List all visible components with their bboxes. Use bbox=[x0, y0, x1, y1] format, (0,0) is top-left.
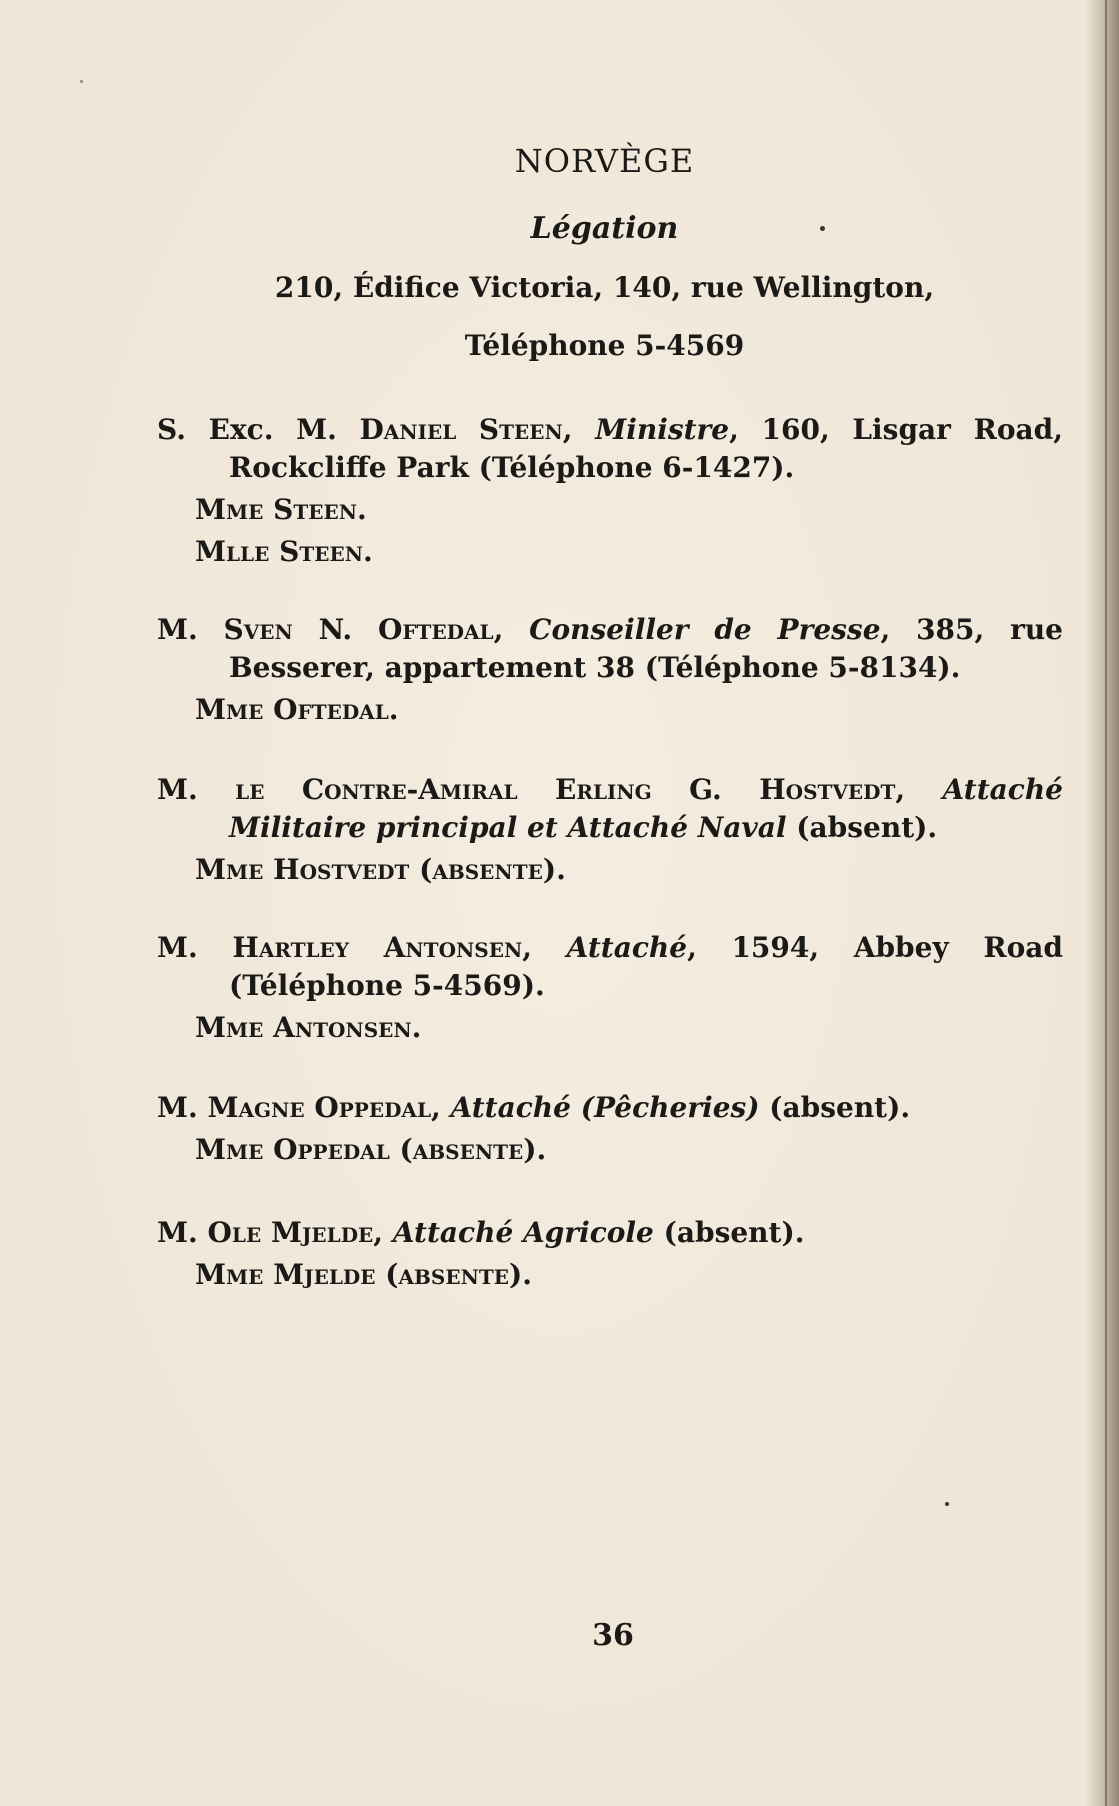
entry-continuation: (Téléphone 5-4569). bbox=[229, 969, 545, 1002]
page-number: 36 bbox=[592, 1618, 634, 1653]
address-part: , 1594, Abbey Road bbox=[687, 931, 1063, 964]
honorific: M. bbox=[157, 613, 224, 646]
entry-first-line bbox=[157, 611, 1063, 649]
separator: , bbox=[522, 931, 567, 964]
entry-first-line bbox=[157, 1214, 1063, 1252]
diplomat-entry bbox=[157, 1214, 1063, 1294]
address-part: , 160, Lisgar Road, bbox=[729, 413, 1063, 446]
position-title: Militaire principal et Attaché Naval bbox=[229, 811, 787, 844]
status-note: (absent). bbox=[786, 811, 938, 844]
entry-first-line bbox=[157, 1089, 1063, 1127]
position-title: Attaché Agricole bbox=[392, 1216, 654, 1249]
spouse-line: Mme Hostvedt (absente). bbox=[195, 853, 566, 886]
diplomat-entry bbox=[157, 411, 1063, 571]
status-note: (absent). bbox=[759, 1091, 911, 1124]
person-name: Magne Oppedal bbox=[207, 1091, 432, 1124]
person-name: le Contre-Amiral Erling G. Hostvedt bbox=[235, 773, 896, 806]
person-name: Ole Mjelde bbox=[207, 1216, 374, 1249]
entry-continuation: Rockcliffe Park (Téléphone 6-1427). bbox=[229, 451, 795, 484]
entry-first-line bbox=[157, 411, 1063, 449]
diplomat-entry bbox=[157, 771, 1063, 889]
honorific: M. bbox=[157, 931, 233, 964]
honorific: S. Exc. M. bbox=[157, 413, 360, 446]
status-note: (absent). bbox=[653, 1216, 805, 1249]
diplomat-entry bbox=[157, 611, 1063, 729]
spouse-line: Mme Oppedal (absente). bbox=[195, 1133, 547, 1166]
position-title: Attaché bbox=[566, 931, 688, 964]
ink-speck bbox=[80, 80, 83, 83]
spouse-line: Mme Oftedal. bbox=[195, 693, 399, 726]
spouse-line: Mme Steen. bbox=[195, 493, 367, 526]
diplomat-entry bbox=[157, 1089, 1063, 1169]
honorific: M. bbox=[157, 773, 236, 806]
position-title: Attaché (Pêcheries) bbox=[450, 1091, 760, 1124]
entry-first-line bbox=[157, 771, 1063, 809]
spouse-line: Mlle Steen. bbox=[195, 535, 373, 568]
country-heading: NORVÈGE bbox=[514, 142, 695, 180]
separator: , bbox=[431, 1091, 451, 1124]
position-title: Ministre bbox=[595, 413, 730, 446]
honorific: M. bbox=[157, 1091, 208, 1124]
entry-continuation bbox=[157, 809, 1063, 847]
person-name: Sven N. Oftedal bbox=[223, 613, 494, 646]
honorific: M. bbox=[157, 1216, 208, 1249]
person-name: Hartley Antonsen bbox=[232, 931, 523, 964]
separator: , bbox=[562, 413, 596, 446]
position-title: Conseiller de Presse bbox=[529, 613, 881, 646]
position-title: Attaché bbox=[942, 773, 1063, 806]
separator: , bbox=[895, 773, 943, 806]
entry-continuation: Besserer, appartement 38 (Téléphone 5-8134). bbox=[229, 651, 961, 684]
entry-first-line bbox=[157, 929, 1063, 967]
spouse-line: Mme Mjelde (absente). bbox=[195, 1258, 532, 1291]
legation-address: 210, Édifice Victoria, 140, rue Wellington, bbox=[274, 271, 935, 304]
separator: , bbox=[373, 1216, 393, 1249]
diplomat-entry bbox=[157, 929, 1063, 1047]
person-name: Daniel Steen bbox=[359, 413, 563, 446]
spouse-line: Mme Antonsen. bbox=[195, 1011, 422, 1044]
legation-telephone: Téléphone 5-4569 bbox=[464, 329, 745, 362]
legation-subheading: Légation bbox=[530, 211, 679, 246]
ink-speck bbox=[945, 1502, 949, 1506]
address-part: , 385, rue bbox=[880, 613, 1063, 646]
separator: , bbox=[493, 613, 530, 646]
ink-speck bbox=[820, 226, 825, 231]
